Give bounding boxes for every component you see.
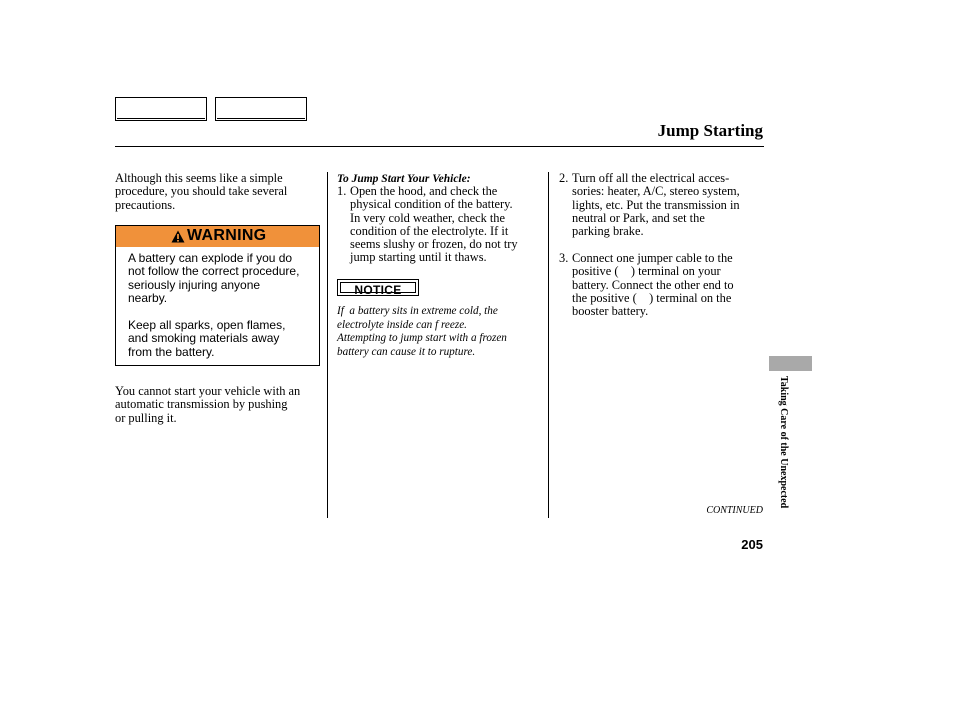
warning-box — [115, 225, 320, 366]
step-2-text: Turn off all the electrical acces- sories: heater, A/C, stereo system, lights, etc. Put the transmission in neutral or Park, and set the parking brake. — [572, 171, 740, 239]
notice-box — [337, 279, 419, 296]
nav-button-2[interactable] — [215, 97, 307, 121]
warning-label: WARNING — [187, 227, 267, 244]
section-tab[interactable] — [769, 356, 812, 371]
step-3-number: 3. — [559, 251, 569, 265]
page-title: Jump Starting — [657, 121, 763, 140]
section-label: Taking Care of the Unexpected — [778, 376, 789, 509]
notice-inner-frame — [340, 282, 416, 297]
step-2-number: 2. — [559, 171, 569, 185]
step-1-text: Open the hood, and check the physical condition of the battery. In very cold weather, check the condition of the electrolyte. If it seems slushy or frozen, do not try jump starting until it thaws. — [350, 184, 518, 265]
nav-button-1[interactable] — [115, 97, 207, 121]
warning-header — [116, 226, 319, 247]
intro-paragraph: Although this seems like a simple procedure, you should take several precautions. — [115, 171, 288, 212]
column-divider-1 — [327, 172, 328, 518]
warning-text-2: Keep all sparks, open flames, and smoking materials away from the battery. — [128, 318, 286, 359]
title-divider — [115, 146, 764, 147]
notice-label: NOTICE — [354, 283, 402, 297]
notice-text: If a battery sits in extreme cold, the electrolyte inside can f reeze. Attempting to jump start with a frozen battery can cause it to rupture. — [337, 305, 507, 358]
warning-text-1: A battery can explode if you do not follow the correct procedure, seriously injuring anyone nearby. — [128, 251, 300, 306]
section-heading: To Jump Start Your Vehicle: — [337, 173, 471, 185]
warning-triangle-icon — [171, 230, 185, 243]
column-divider-2 — [548, 172, 549, 518]
step-3-text: Connect one jumper cable to the positive ( ) terminal on your battery. Connect the other end to the positive ( ) terminal on the booster battery. — [572, 251, 734, 319]
page-number: 205 — [741, 537, 763, 552]
outro-paragraph: You cannot start your vehicle with an automatic transmission by pushing or pulling it. — [115, 384, 301, 425]
step-1-number: 1. — [337, 184, 347, 198]
continued-label: CONTINUED — [706, 505, 763, 516]
